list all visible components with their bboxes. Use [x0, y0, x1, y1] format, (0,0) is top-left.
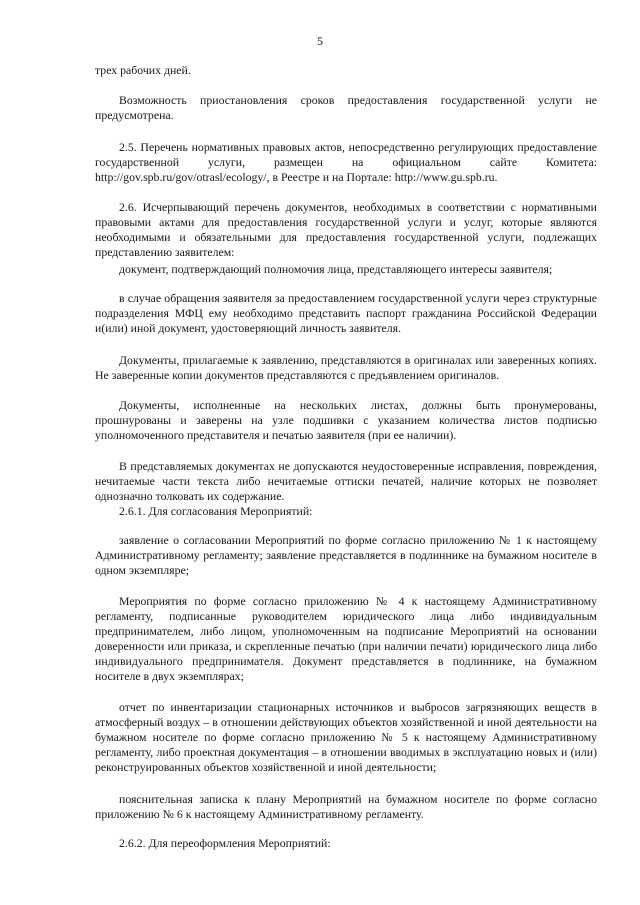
list-item-explanatory-note: пояснительная записка к плану Мероприятий на бумажном носителе по форме согласно приложению № 6 к настоящему Административному регламенту. — [95, 792, 597, 821]
page-number: 5 — [317, 34, 323, 48]
list-item-measures: Мероприятия по форме согласно приложению № 4 к настоящему Административному регламенту, подписанные руководителем юридического лица либо индивидуальным предпринимателем, либо лицом, уполномоченным на подписание Мероприятий на основании доверенности или приказа, и скрепленные печатью (при наличии печати) юридического лица либо индивидуального предпринимателя. Документ представляется в подлиннике, на бумажном носителе в двух экземплярах; — [95, 594, 597, 683]
heading-2-6-1: 2.6.1. Для согласования Мероприятий: — [119, 504, 313, 518]
paragraph-mfc-passport: в случае обращения заявителя за предоставлением государственной услуги через структурные подразделения МФЦ ему необходимо представить паспорт гражданина Российской Федерации и(или) иной документ, удостоверяющий личность заявителя. — [95, 291, 597, 335]
paragraph-authority-document: документ, подтверждающий полномочия лица, представляющего интересы заявителя; — [119, 262, 553, 276]
list-item-inventory-report: отчет по инвентаризации стационарных источников и выбросов загрязняющих веществ в атмосферный воздух – в отношении действующих объектов хозяйственной и иной деятельности на бумажном носителе по форме согласно приложению № 5 к настоящему Административному регламенту, либо проектная документация – в отношении вводимых в эксплуатацию новых и (или) реконструированных объектов хозяйственной и иной деятельности; — [95, 700, 597, 774]
paragraph-multi-sheet: Документы, исполненные на нескольких листах, должны быть пронумерованы, прошнурованы и заверены на узле подшивки с указанием количества листов подписью уполномоченного представителя и печатью заявителя (при ее наличии). — [95, 398, 597, 442]
paragraph-continuation: трех рабочих дней. — [95, 63, 191, 77]
paragraph-suspension: Возможность приостановления сроков предоставления государственной услуги не предусмотрена. — [95, 93, 597, 122]
paragraph-corrections: В представляемых документах не допускаются неудостоверенные исправления, повреждения, нечитаемые части текста либо нечитаемые оттиски печатей, наличие которых не позволяет однозначно толковать их содержание. — [95, 459, 597, 503]
paragraph-2-6: 2.6. Исчерпывающий перечень документов, необходимых в соответствии с нормативными правовыми актами для предоставления государственной услуги и услуг, которые являются необходимыми и обязательными для предоставления государственной услуги, подлежащих представлению заявителем: — [95, 200, 597, 259]
paragraph-originals: Документы, прилагаемые к заявлению, представляются в оригиналах или заверенных копиях. Не заверенные копии документов представляются с предъявлением оригиналов. — [95, 353, 597, 382]
heading-2-6-2: 2.6.2. Для переоформления Мероприятий: — [119, 836, 331, 850]
paragraph-2-5: 2.5. Перечень нормативных правовых актов, непосредственно регулирующих предоставление государственной услуги, размещен на официальном сайте Комитета: http://gov.spb.ru/gov/otrasl/ecology/, в Реестре и на Портале: http://www.gu.spb.ru. — [95, 140, 597, 184]
list-item-application: заявление о согласовании Мероприятий по форме согласно приложению № 1 к настоящему Административному регламенту; заявление представляется в подлиннике на бумажном носителе в одном экземпляре; — [95, 533, 597, 577]
